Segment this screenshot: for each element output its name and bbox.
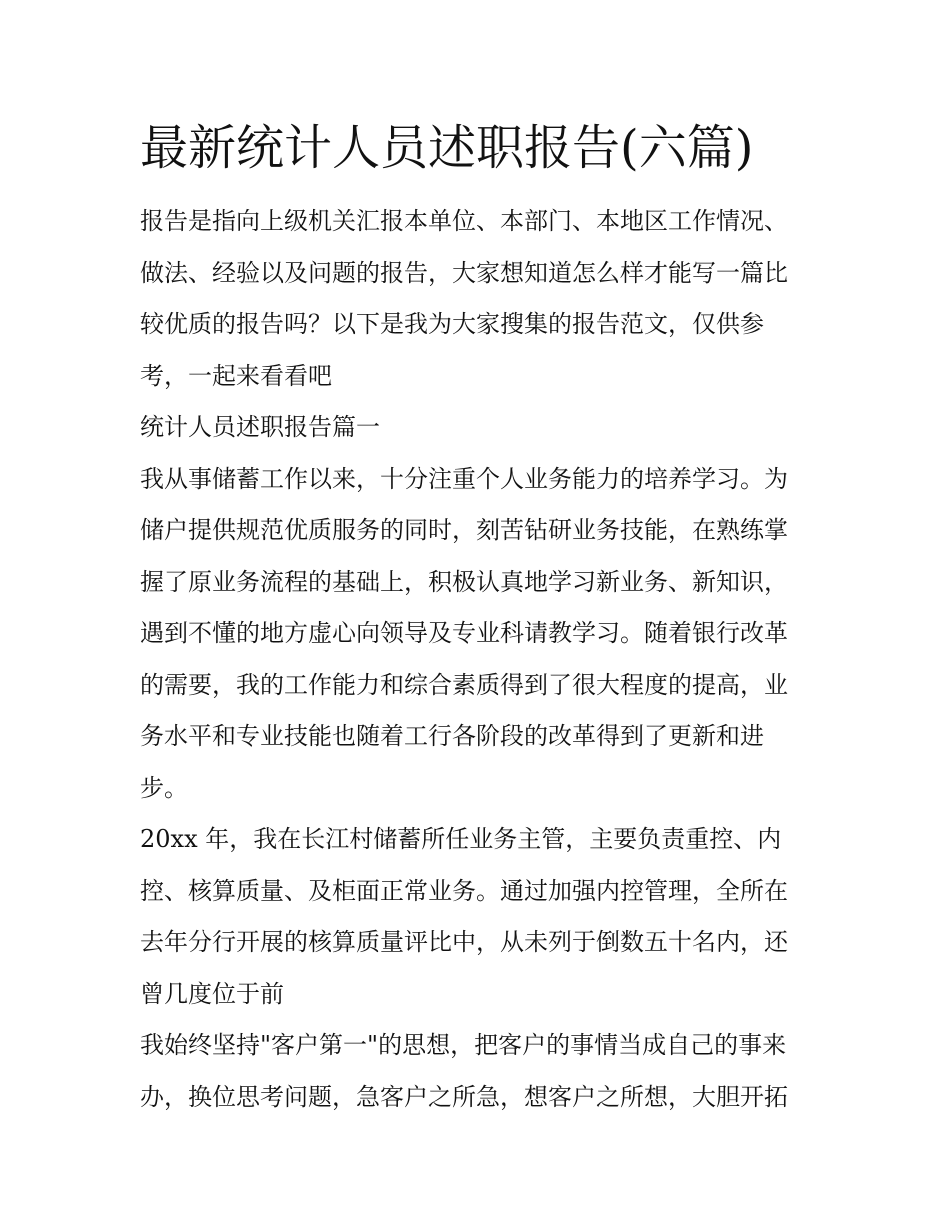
text-line: 统计人员述职报告篇一 (140, 413, 380, 441)
text-line: 务水平和专业技能也随着工行各阶段的改革得到了更新和进 (140, 722, 764, 750)
text-line: 储户提供规范优质服务的同时，刻苦钻研业务技能，在熟练掌 (140, 516, 788, 544)
text-line: 20xx 年，我在长江村储蓄所任业务主管，主要负责重控、内 (140, 825, 782, 853)
text-line: 的需要，我的工作能力和综合素质得到了很大程度的提高，业 (140, 670, 788, 699)
paragraph-body-2 (140, 814, 816, 1020)
paragraph-body-1 (140, 454, 816, 815)
text-line: 步。 (140, 773, 188, 802)
text-line: 做法、经验以及问题的报告，大家想知道怎么样才能写一篇比 (140, 258, 788, 287)
text-line: 较优质的报告吗？以下是我为大家搜集的报告范文，仅供参 (140, 310, 764, 338)
text-line: 我始终坚持"客户第一"的思想，把客户的事情当成自己的事来 (140, 1031, 787, 1059)
text-line: 曾几度位于前 (140, 979, 284, 1008)
paragraph-body-3 (140, 1020, 816, 1123)
text-line: 办，换位思考问题，急客户之所急，想客户之所想，大胆开拓 (140, 1082, 788, 1111)
section-heading (140, 402, 816, 454)
document-page (140, 112, 816, 1123)
paragraph-intro (140, 196, 816, 402)
text-line: 考，一起来看看吧 (140, 361, 332, 390)
text-line: 报告是指向上级机关汇报本单位、本部门、本地区工作情况、 (140, 207, 788, 235)
document-title: 最新统计人员述职报告(六篇) (140, 120, 754, 176)
text-line: 我从事储蓄工作以来，十分注重个人业务能力的培养学习。为 (140, 464, 788, 493)
text-line: 去年分行开展的核算质量评比中，从未列于倒数五十名内，还 (140, 928, 788, 956)
text-line: 控、核算质量、及柜面正常业务。通过加强内控管理，全所在 (140, 876, 788, 905)
text-line: 握了原业务流程的基础上，积极认真地学习新业务、新知识， (140, 567, 788, 596)
text-line: 遇到不懂的地方虚心向领导及专业科请教学习。随着银行改革 (140, 619, 788, 647)
